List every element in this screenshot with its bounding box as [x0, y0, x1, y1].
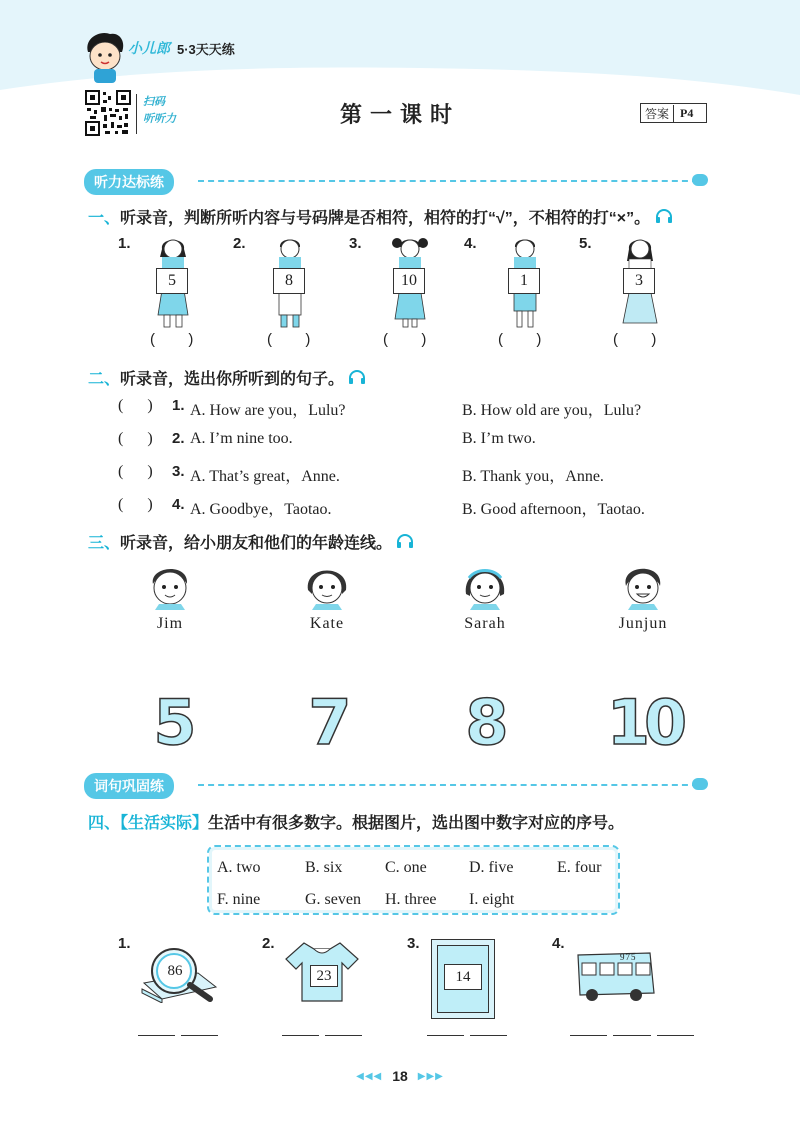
q4-answer-blank[interactable]: [282, 1035, 362, 1036]
q4-options-row: [217, 891, 617, 911]
q1-item: [118, 235, 208, 350]
q4-option: H. three: [385, 891, 437, 908]
q1-sign-number: 8: [285, 272, 293, 289]
age-number-text: 7: [308, 686, 352, 759]
q2-option-b[interactable]: B. Thank you，Anne.: [462, 468, 604, 485]
age-number[interactable]: [596, 686, 692, 759]
prev-arrows-icon: ◀◀◀: [356, 1070, 383, 1082]
q2-instruction: 听录音，选出你所听到的句子。: [120, 371, 345, 388]
q4-item-number: [310, 965, 338, 987]
q4-option: A. two: [217, 859, 261, 876]
q1-sign: [156, 268, 188, 294]
kid-name: Kate: [309, 615, 345, 632]
q2-answer-blank[interactable]: ( ): [118, 496, 153, 513]
q2-option-b[interactable]: B. Good afternoon，Taotao.: [462, 501, 645, 518]
age-number[interactable]: [452, 686, 522, 759]
q1-sign-number: 10: [401, 272, 417, 289]
q3-heading: [88, 530, 414, 554]
q1-item-label: 1.: [118, 235, 131, 252]
q4-item-number-text: 23: [316, 967, 332, 984]
next-arrows-icon: ▶▶▶: [417, 1070, 444, 1082]
answer-page: P4: [680, 105, 694, 120]
q4-options-box: [207, 845, 620, 915]
q1-item: [349, 235, 439, 350]
headphones-icon[interactable]: [655, 208, 673, 229]
q4-option: F. nine: [217, 891, 261, 908]
q1-item-label: 4.: [464, 235, 477, 252]
qr-code-icon[interactable]: [85, 90, 131, 136]
qr-label-line1: 扫码: [143, 96, 165, 108]
brand-name: 小儿郎: [128, 40, 170, 56]
q1-item-label: 2.: [233, 235, 246, 252]
age-number-text: 8: [465, 686, 509, 759]
q4-answer-blank[interactable]: [138, 1035, 218, 1036]
q4-answer-blank[interactable]: [427, 1035, 507, 1036]
q1-item: [579, 235, 669, 350]
q1-sign: [508, 268, 540, 294]
q1-sign: [623, 268, 655, 294]
qr-label-line2: 听听力: [143, 113, 176, 125]
q1-sign: [393, 268, 425, 294]
q1-item: [233, 235, 323, 350]
q4-instruction: 生活中有很多数字。根据图片，选出图中数字对应的序号。: [208, 815, 625, 832]
q4-tag: 【生活实际】: [120, 815, 209, 832]
q2-answer-blank[interactable]: ( ): [118, 397, 153, 414]
age-number-text: 10: [606, 686, 682, 759]
q1-sign-number: 3: [635, 272, 643, 289]
q4-item-label: 4.: [552, 935, 565, 952]
divider-end-icon: [692, 778, 708, 790]
kid-name: Junjun: [618, 615, 668, 632]
q1-sign-number: 1: [520, 272, 528, 289]
kid-portrait: [297, 560, 357, 640]
q3-number: 三、: [88, 535, 121, 552]
q1-answer-blank[interactable]: ( ): [150, 331, 194, 348]
q2-row: [118, 463, 718, 485]
q1-sign: [273, 268, 305, 294]
vocab-section-divider: [198, 784, 698, 786]
boy-face-icon: [618, 560, 668, 610]
q4-item: [118, 935, 228, 1050]
q1-answer-blank[interactable]: ( ): [498, 331, 542, 348]
q4-answer-blank[interactable]: [570, 1035, 694, 1036]
q4-item-label: 1.: [118, 935, 131, 952]
age-number[interactable]: [295, 686, 365, 759]
q1-heading: [88, 205, 673, 229]
room-number-plate: [444, 964, 482, 990]
q2-heading: [88, 366, 366, 390]
q1-sign-number: 5: [168, 272, 176, 289]
q1-item: [464, 235, 554, 350]
q1-item-label: 5.: [579, 235, 592, 252]
age-number[interactable]: [140, 686, 210, 759]
q1-item-label: 3.: [349, 235, 362, 252]
q2-row: [118, 430, 718, 452]
lesson-title: 第一课时: [340, 102, 461, 127]
q4-option: E. four: [557, 859, 602, 876]
q4-option: D. five: [469, 859, 514, 876]
answer-page-box[interactable]: [640, 103, 707, 123]
bus-icon: [574, 947, 658, 1003]
mascot-boy-icon: [80, 30, 130, 85]
q4-heading: [88, 810, 624, 833]
q1-answer-blank[interactable]: ( ): [383, 331, 427, 348]
q2-option-a[interactable]: A. I’m nine too.: [190, 430, 293, 447]
q4-item-label: 2.: [262, 935, 275, 952]
q4-item-number-text: 14: [455, 968, 471, 985]
q1-answer-blank[interactable]: ( ): [613, 331, 657, 348]
vocab-section-tag: 词句巩固练: [84, 773, 174, 799]
kid-portrait: [140, 560, 200, 640]
q4-item-label: 3.: [407, 935, 420, 952]
q2-option-b[interactable]: B. I’m two.: [462, 430, 536, 447]
kid-portrait: [612, 560, 674, 640]
series-name: 5·3天天练: [177, 42, 235, 57]
footer-page-nav: [340, 1068, 460, 1084]
q2-number: 二、: [88, 371, 121, 388]
q4-item: [407, 935, 517, 1050]
q2-row: [118, 496, 718, 518]
q1-number: 一、: [88, 210, 121, 227]
girl-with-headband-face-icon: [460, 560, 510, 610]
q4-option: I. eight: [469, 891, 515, 908]
q4-option: C. one: [385, 859, 427, 876]
q4-item: [552, 935, 692, 1050]
q2-answer-blank[interactable]: ( ): [118, 430, 153, 447]
q4-option: B. six: [305, 859, 343, 876]
divider-end-icon: [692, 174, 708, 186]
headphones-icon[interactable]: [396, 533, 414, 554]
headphones-icon[interactable]: [348, 369, 366, 390]
door-icon: [431, 939, 495, 1019]
q3-instruction: 听录音，给小朋友和他们的年龄连线。: [120, 535, 393, 552]
q2-item-number: 2.: [172, 430, 185, 447]
answer-label: 答案: [641, 105, 674, 122]
q4-number: 四、: [88, 815, 121, 832]
q2-item-number: 4.: [172, 496, 185, 513]
listening-section-tag: 听力达标练: [84, 169, 174, 195]
q2-item-number: 3.: [172, 463, 185, 480]
q4-item-number: 975: [620, 952, 637, 962]
q1-answer-blank[interactable]: ( ): [267, 331, 311, 348]
boy-face-icon: [145, 560, 195, 610]
q2-row: [118, 397, 718, 419]
q2-option-a[interactable]: A. That’s great，Anne.: [190, 468, 340, 485]
q2-answer-blank[interactable]: ( ): [118, 463, 153, 480]
kid-name: Jim: [156, 615, 184, 632]
q2-option-a[interactable]: A. How are you，Lulu?: [190, 402, 346, 419]
q2-option-a[interactable]: A. Goodbye，Taotao.: [190, 501, 332, 518]
girl-face-icon: [302, 560, 352, 610]
q2-item-number: 1.: [172, 397, 185, 414]
q4-option: G. seven: [305, 891, 361, 908]
q2-option-b[interactable]: B. How old are you，Lulu?: [462, 402, 642, 419]
q4-item: [262, 935, 372, 1050]
age-number-text: 5: [153, 686, 197, 759]
listening-section-divider: [198, 180, 698, 182]
page-number: 18: [392, 1068, 408, 1084]
kid-portrait: [455, 560, 515, 640]
q1-instruction: 听录音，判断所听内容与号码牌是否相符，相符的打“√”，不相符的打“×”。: [120, 210, 651, 227]
qr-label: [136, 94, 176, 134]
q4-item-number: 86: [167, 963, 183, 979]
q4-options-row: [217, 859, 617, 879]
kid-name: Sarah: [464, 615, 506, 632]
